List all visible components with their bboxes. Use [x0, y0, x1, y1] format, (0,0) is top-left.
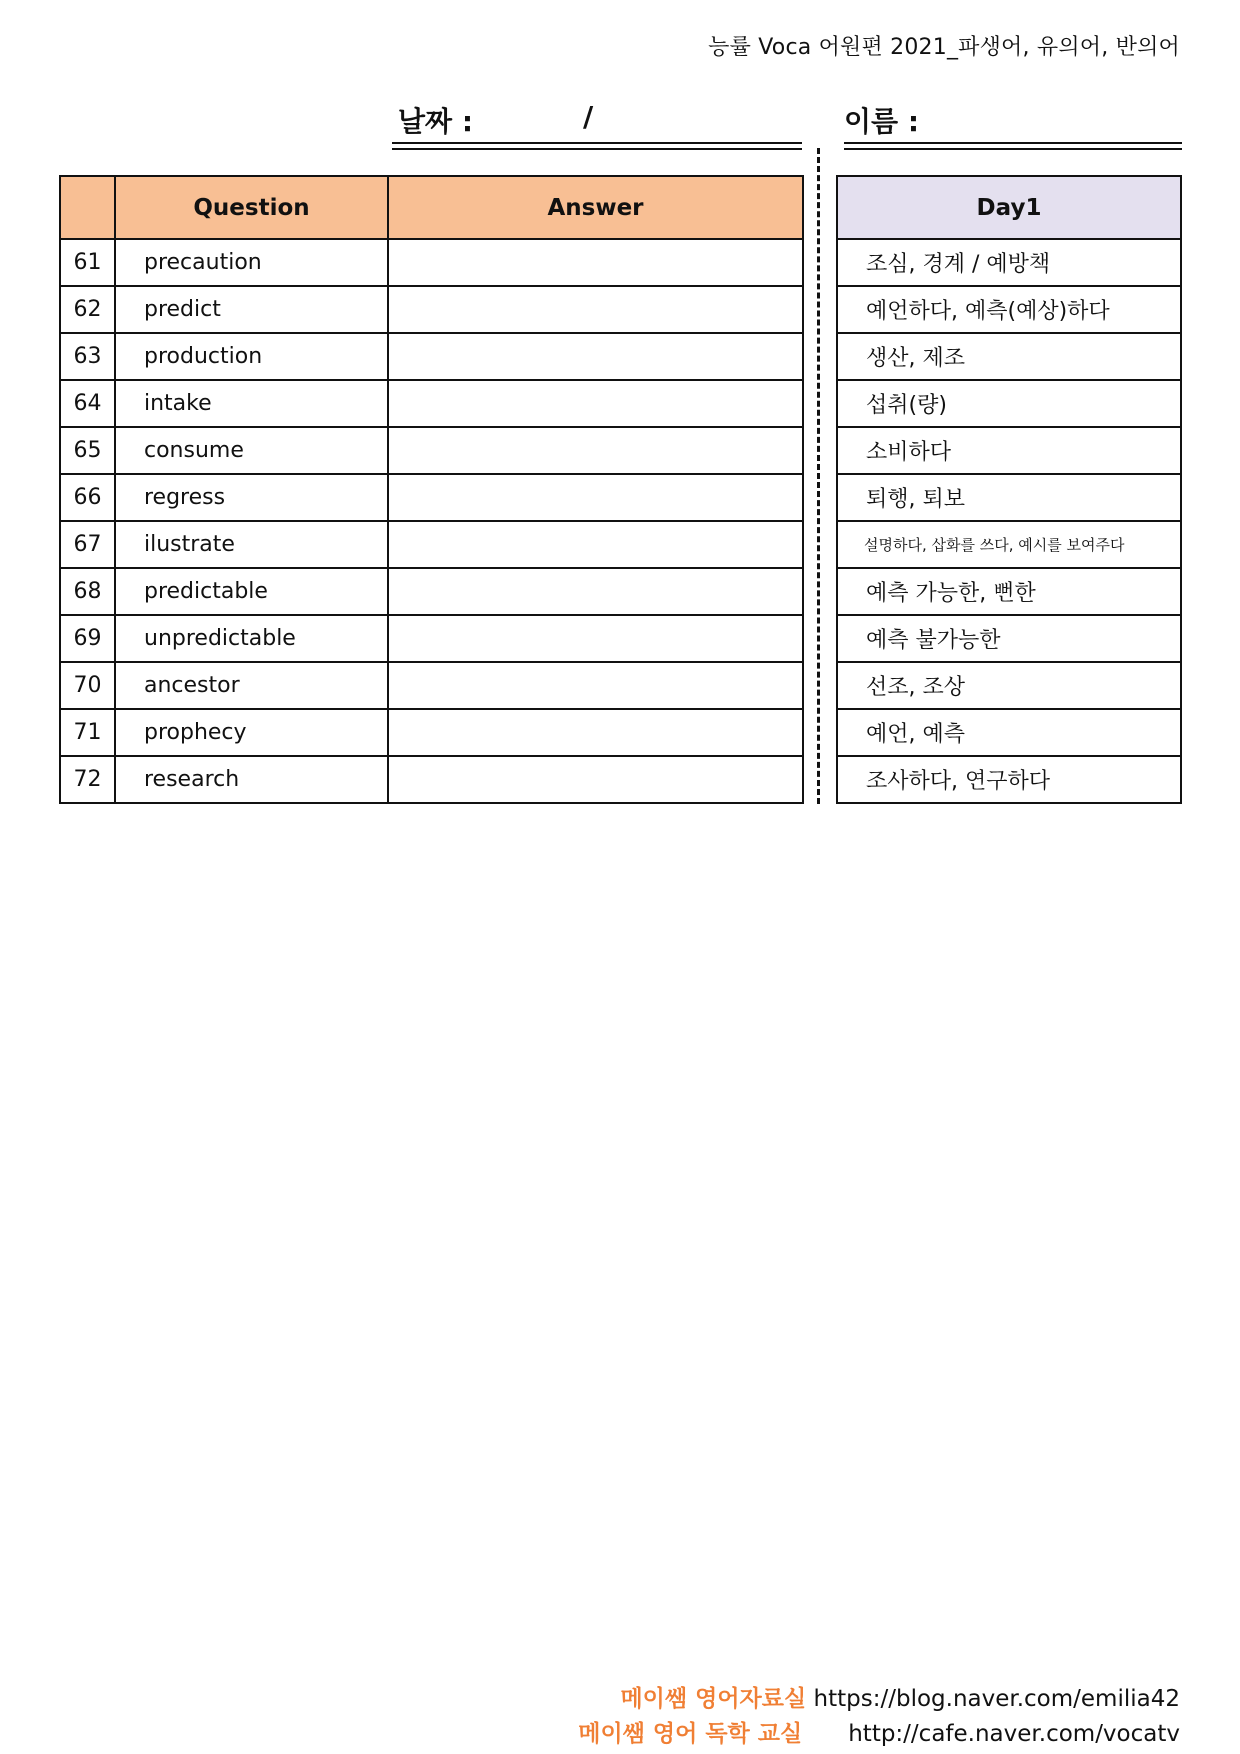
table-row — [60, 568, 803, 615]
row-number: 63 — [60, 333, 115, 380]
date-label: 날짜 : — [398, 105, 474, 138]
answer-cell[interactable] — [388, 615, 803, 662]
question-table — [59, 175, 804, 804]
table-row — [60, 521, 803, 568]
footer-blog-link[interactable]: https://blog.naver.com/emilia42 — [813, 1686, 1180, 1712]
row-number: 67 — [60, 521, 115, 568]
meaning-cell: 예측 가능한, 뻔한 — [837, 568, 1181, 615]
question-word: consume — [115, 427, 388, 474]
question-word: precaution — [115, 239, 388, 286]
row-number: 72 — [60, 756, 115, 803]
table-row — [60, 756, 803, 803]
meaning-cell: 생산, 제조 — [837, 333, 1181, 380]
row-number: 65 — [60, 427, 115, 474]
question-table-header — [60, 176, 803, 239]
answer-cell[interactable] — [388, 474, 803, 521]
row-number: 66 — [60, 474, 115, 521]
question-word: unpredictable — [115, 615, 388, 662]
row-number: 71 — [60, 709, 115, 756]
table-row — [60, 239, 803, 286]
footer-cafe — [578, 1715, 1180, 1748]
question-word: predictable — [115, 568, 388, 615]
meaning-cell: 퇴행, 퇴보 — [837, 474, 1181, 521]
question-column-header: Question — [115, 176, 388, 239]
footer-cafe-link[interactable]: http://cafe.naver.com/vocatv — [848, 1721, 1180, 1747]
table-row — [60, 333, 803, 380]
answer-cell[interactable] — [388, 333, 803, 380]
answer-cell[interactable] — [388, 521, 803, 568]
question-word: intake — [115, 380, 388, 427]
question-word: prophecy — [115, 709, 388, 756]
meaning-cell: 예측 불가능한 — [837, 615, 1181, 662]
name-label: 이름 : — [844, 105, 920, 138]
meaning-cell: 설명하다, 삽화를 쓰다, 예시를 보여주다 — [837, 521, 1181, 568]
name-underline — [844, 142, 1182, 150]
question-word: ancestor — [115, 662, 388, 709]
table-row — [60, 380, 803, 427]
meaning-table — [836, 175, 1182, 804]
row-number: 68 — [60, 568, 115, 615]
question-word: research — [115, 756, 388, 803]
answer-cell[interactable] — [388, 380, 803, 427]
answer-cell[interactable] — [388, 756, 803, 803]
answer-cell[interactable] — [388, 662, 803, 709]
number-column-header — [60, 176, 115, 239]
table-row — [60, 615, 803, 662]
question-word: predict — [115, 286, 388, 333]
footer-blog — [620, 1680, 1180, 1713]
answer-cell[interactable] — [388, 427, 803, 474]
question-word: production — [115, 333, 388, 380]
meaning-cell: 예언하다, 예측(예상)하다 — [837, 286, 1181, 333]
table-row — [60, 709, 803, 756]
day-header: Day1 — [837, 176, 1181, 239]
question-word: regress — [115, 474, 388, 521]
meaning-cell: 조심, 경계 / 예방책 — [837, 239, 1181, 286]
row-number: 70 — [60, 662, 115, 709]
table-row — [60, 474, 803, 521]
table-row — [60, 662, 803, 709]
table-row — [60, 286, 803, 333]
answer-cell[interactable] — [388, 709, 803, 756]
answer-cell[interactable] — [388, 239, 803, 286]
date-slash: / — [583, 100, 594, 133]
row-number: 69 — [60, 615, 115, 662]
question-word: ilustrate — [115, 521, 388, 568]
document-title: 능률 Voca 어원편 2021_파생어, 유의어, 반의어 — [708, 35, 1180, 60]
row-number: 64 — [60, 380, 115, 427]
dashed-divider — [817, 148, 820, 804]
table-row — [60, 427, 803, 474]
date-underline — [392, 142, 802, 150]
answer-cell[interactable] — [388, 568, 803, 615]
answer-cell[interactable] — [388, 286, 803, 333]
meaning-cell: 조사하다, 연구하다 — [837, 756, 1181, 803]
meaning-cell: 선조, 조상 — [837, 662, 1181, 709]
footer-brand-blog: 메이쌤 영어자료실 — [620, 1686, 807, 1712]
row-number: 62 — [60, 286, 115, 333]
meaning-cell: 예언, 예측 — [837, 709, 1181, 756]
row-number: 61 — [60, 239, 115, 286]
meaning-cell: 소비하다 — [837, 427, 1181, 474]
answer-column-header: Answer — [388, 176, 803, 239]
footer-brand-cafe: 메이쌤 영어 독학 교실 — [578, 1721, 803, 1747]
meaning-cell: 섭취(량) — [837, 380, 1181, 427]
